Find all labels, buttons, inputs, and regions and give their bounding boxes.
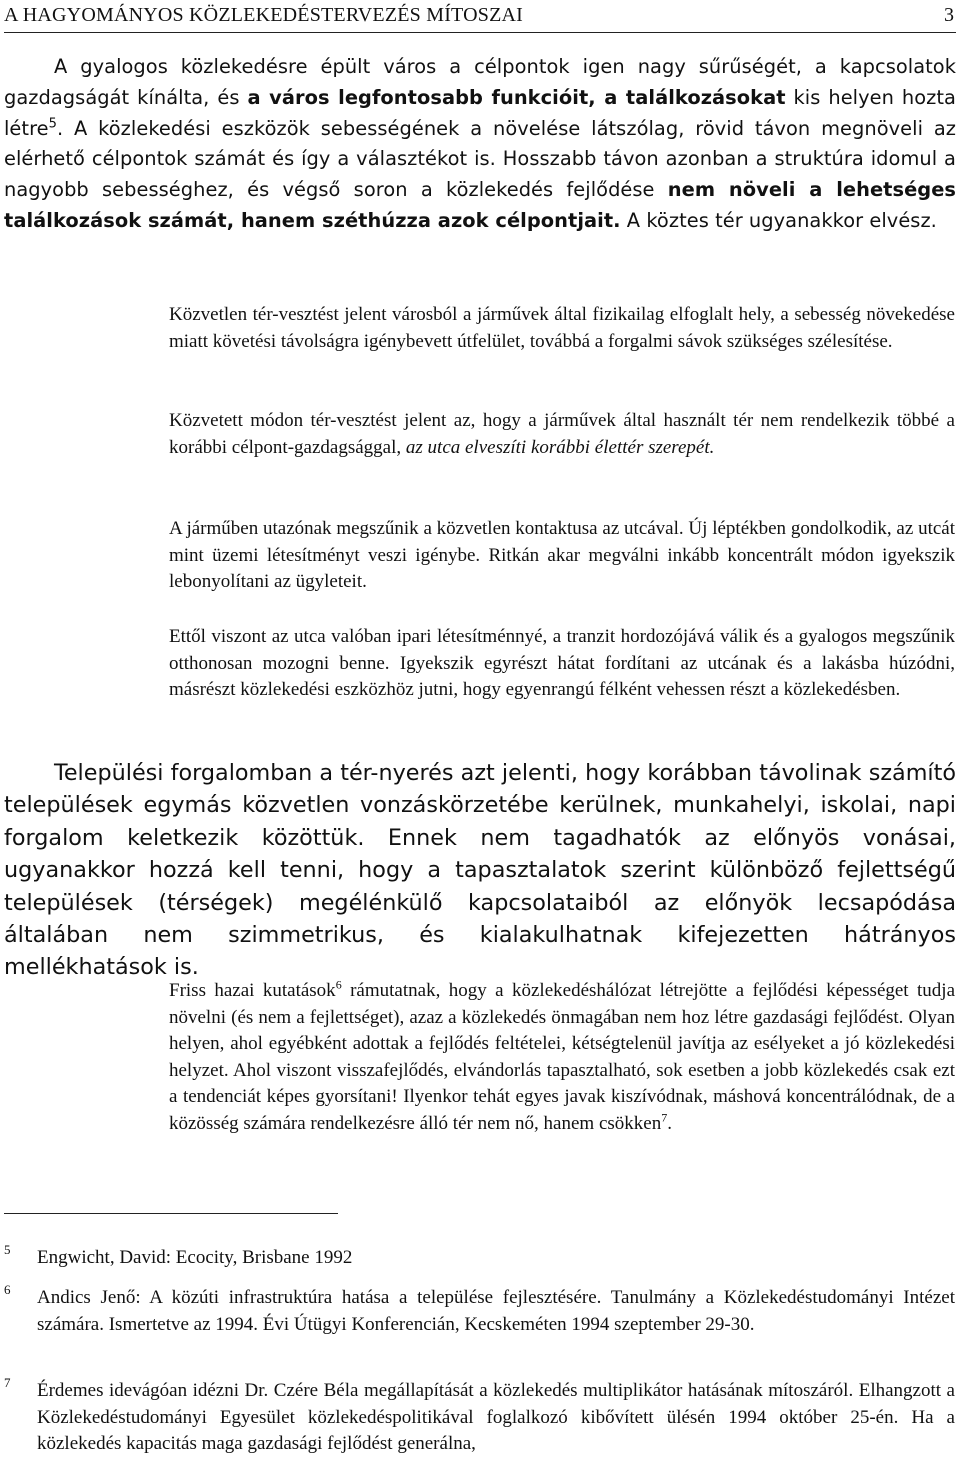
footnote-number: 7 (4, 1375, 11, 1390)
bold-phrase: nem növeli a lehetséges találkozások számát, hanem széthúzza azok célpontjait. (4, 178, 956, 232)
footnote-number: 6 (4, 1282, 11, 1297)
page-number: 3 (944, 4, 954, 26)
quote-paragraph-5: Friss hazai kutatások$^6$ rámutatnak, hogy a közlekedéshálózat létrejötte a fejlődési képességet tudja növelni (és nem a fejlettséget), azaz a közlekedés önmagában nem hoz létre gazdasági fejlődést. Olyan helyen, ahol egyébként adottak a fejlődés feltételei, kétségtelenül javítja az esélyeket a jó közlekedési helyzet. Ahol viszont visszafejlődés, elvándorlás tapasztalható, sok esetben a jobb közlekedés csak ezt a tendenciát képes gyorsítani! Ilyenkor tehát egyes javak kiszívódnak, máshová koncentrálódnak, de a közösség számára rendelkezésre álló tér nem nő, hanem csökken$^7$. (169, 977, 955, 1134)
running-header-title: A HAGYOMÁNYOS KÖZLEKEDÉSTERVEZÉS MÍTOSZAI (4, 4, 523, 26)
footnote-ref-7[interactable]: 7 (661, 1110, 668, 1125)
body-paragraph-2: Települési forgalomban a tér-nyerés azt jelenti, hogy korábban távolinak számító települések egymás közvetlen vonzáskörzetébe kerülnek, munkahelyi, iskolai, napi forgalom keletkezik közöttük. Ennek nem tagadhatók az előnyös vonásai, ugyanakkor hozzá kell tenni, hogy a tapasztalatok szerint különböző fejlettségű települések (térségek) megélénkülő kapcsolataiból az előnyök lecsapódása általában nem szimmetrikus, és kialakulhatnak kifejezetten hátrányos mellékhatások is. (4, 760, 956, 981)
bold-phrase: a város legfontosabb funkcióit, a találkozásokat (247, 85, 786, 109)
footnote-number: 5 (4, 1242, 11, 1257)
quote-paragraph-3: A járműben utazónak megszűnik a közvetlen kontaktusa az utcával. Új léptékben gondolkodik, az utcát mint üzemi létesítményt veszi igénybe. Ritkán akar megválni inkább koncentrált módon igyekszik lebonyolítani az ügyleteit. (169, 518, 955, 592)
italic-phrase: az utca elveszíti korábbi élettér szerepét. (405, 436, 715, 458)
footnote-text: Engwicht, David: Ecocity, Brisbane 1992 (37, 1247, 353, 1268)
footnote-ref-5[interactable]: 5 (48, 116, 57, 132)
footnote-text: Érdemes idevágóan idézni Dr. Czére Béla megállapítását a közlekedés multiplikátor hatásának mítoszáról. Elhangzott a Közlekedéstudományi Egyesület közlekedéspolitikával foglalkozó kibővített ülésén 1994 október 25-én. Ha a közlekedés kapacitás maga gazdasági fejlődést generálna, (37, 1380, 955, 1454)
quote-paragraph-2: Közvetett módon tér-vesztést jelent az, hogy a járművek által használt tér nem rendelkezik többé a korábbi célpont-gazdagsággal, az utca elveszíti korábbi élettér szerepét. (169, 410, 955, 458)
footnote-separator (4, 1213, 338, 1214)
quote-paragraph-4: Ettől viszont az utca valóban ipari létesítménnyé, a tranzit hordozójává válik és a gyalogos megszűnik otthonosan mozogni benne. Igyekszik egyrészt hátat fordítani az utcának és a lakásba húzódni, másrészt közlekedési eszközhöz jutni, hogy egyenrangú félként vehessen részt a közlekedésben. (169, 626, 955, 700)
footnote-ref-6[interactable]: 6 (335, 977, 342, 992)
body-paragraph-1: A gyalogos közlekedésre épült város a célpontok igen nagy sűrűségét, a kapcsolatok gazdagságát kínálta, és a város legfontosabb funkcióit, a találkozásokat kis helyen hozta létre$^5$. A közlekedési eszközök sebességének a növelése látszólag, rövid távon megnöveli az elérhető célpontok számát és így a választékot is. Hosszabb távon azonban a struktúra idomul a nagyobb sebességhez, és végső soron a közlekedés fejlődése nem növeli a lehetséges találkozások számát, hanem széthúzza azok célpontjait. A köztes tér ugyanakkor elvész. (4, 55, 956, 232)
footnote-text: Andics Jenő: A közúti infrastruktúra hatása a települése fejlesztésére. Tanulmány a Közlekedéstudományi Intézet számára. Ismertetve az 1994. Évi Útügyi Konferencián, Kecskeméten 1994 szeptember 29-30. (37, 1287, 955, 1335)
quote-paragraph-1: Közvetlen tér-vesztést jelent városból a járművek által fizikailag elfoglalt hely, a sebesség növekedése miatt követési távolságra igénybevett útfelület, továbbá a forgalmi sávok szükséges szélesítése. (169, 304, 955, 352)
running-header (4, 2, 956, 33)
